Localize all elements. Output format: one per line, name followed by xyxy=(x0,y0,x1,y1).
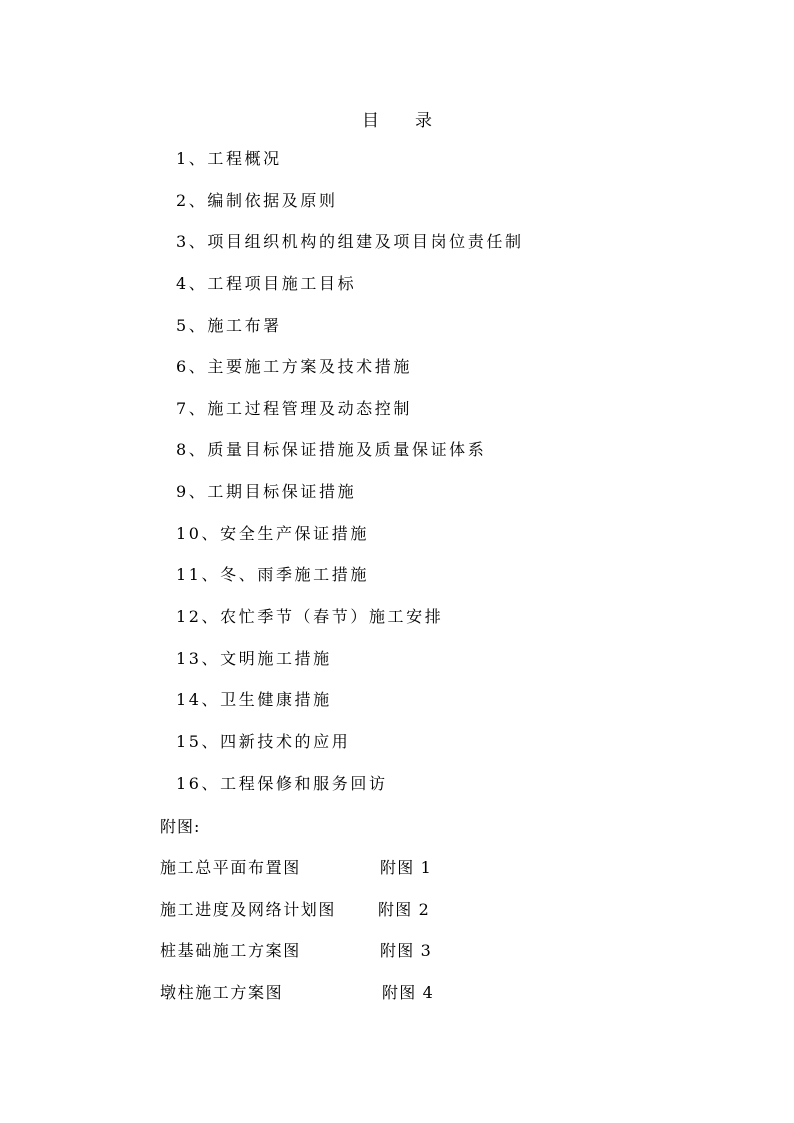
toc-item: 5、施工布署 xyxy=(176,315,282,335)
appendix-item-name: 施工总平面布置图 xyxy=(160,858,301,877)
toc-item: 10、安全生产保证措施 xyxy=(176,523,369,543)
appendix-item-name: 桩基础施工方案图 xyxy=(160,941,301,960)
appendix-item-ref: 附图 4 xyxy=(382,982,435,1002)
appendix-row xyxy=(160,939,560,981)
toc-item: 7、施工过程管理及动态控制 xyxy=(176,398,412,418)
toc-item: 9、工期目标保证措施 xyxy=(176,482,357,502)
toc-item: 16、工程保修和服务回访 xyxy=(176,773,388,793)
appendix-item-ref: 附图 3 xyxy=(380,941,433,960)
appendix-row xyxy=(160,856,560,898)
appendix-item-name: 墩柱施工方案图 xyxy=(160,982,284,1002)
toc-item: 8、质量目标保证措施及质量保证体系 xyxy=(176,440,487,460)
appendix-heading: 附图: xyxy=(160,817,201,836)
toc-item: 6、主要施工方案及技术措施 xyxy=(176,357,412,377)
toc-item: 11、冬、雨季施工措施 xyxy=(176,565,369,585)
appendix-list xyxy=(160,856,560,1022)
toc-item: 1、工程概况 xyxy=(176,149,282,168)
toc-item: 15、四新技术的应用 xyxy=(176,731,351,751)
appendix-row xyxy=(160,981,560,1023)
appendix-row xyxy=(160,898,560,940)
appendix-item-name: 施工进度及网络计划图 xyxy=(160,899,337,919)
toc-item: 13、文明施工措施 xyxy=(176,648,332,668)
toc-item: 12、农忙季节（春节）施工安排 xyxy=(176,607,444,627)
page-title xyxy=(0,106,794,131)
appendix-item-ref: 附图 1 xyxy=(380,858,433,877)
toc-item: 14、卫生健康措施 xyxy=(176,690,332,710)
table-of-contents xyxy=(176,147,736,813)
toc-item: 3、项目组织机构的组建及项目岗位责任制 xyxy=(176,232,524,252)
toc-item: 4、工程项目施工目标 xyxy=(176,273,357,293)
toc-item: 2、编制依据及原则 xyxy=(176,190,338,210)
title-part-1: 目 xyxy=(362,111,379,131)
title-part-2: 录 xyxy=(415,111,432,131)
appendix-item-ref: 附图 2 xyxy=(378,899,431,919)
